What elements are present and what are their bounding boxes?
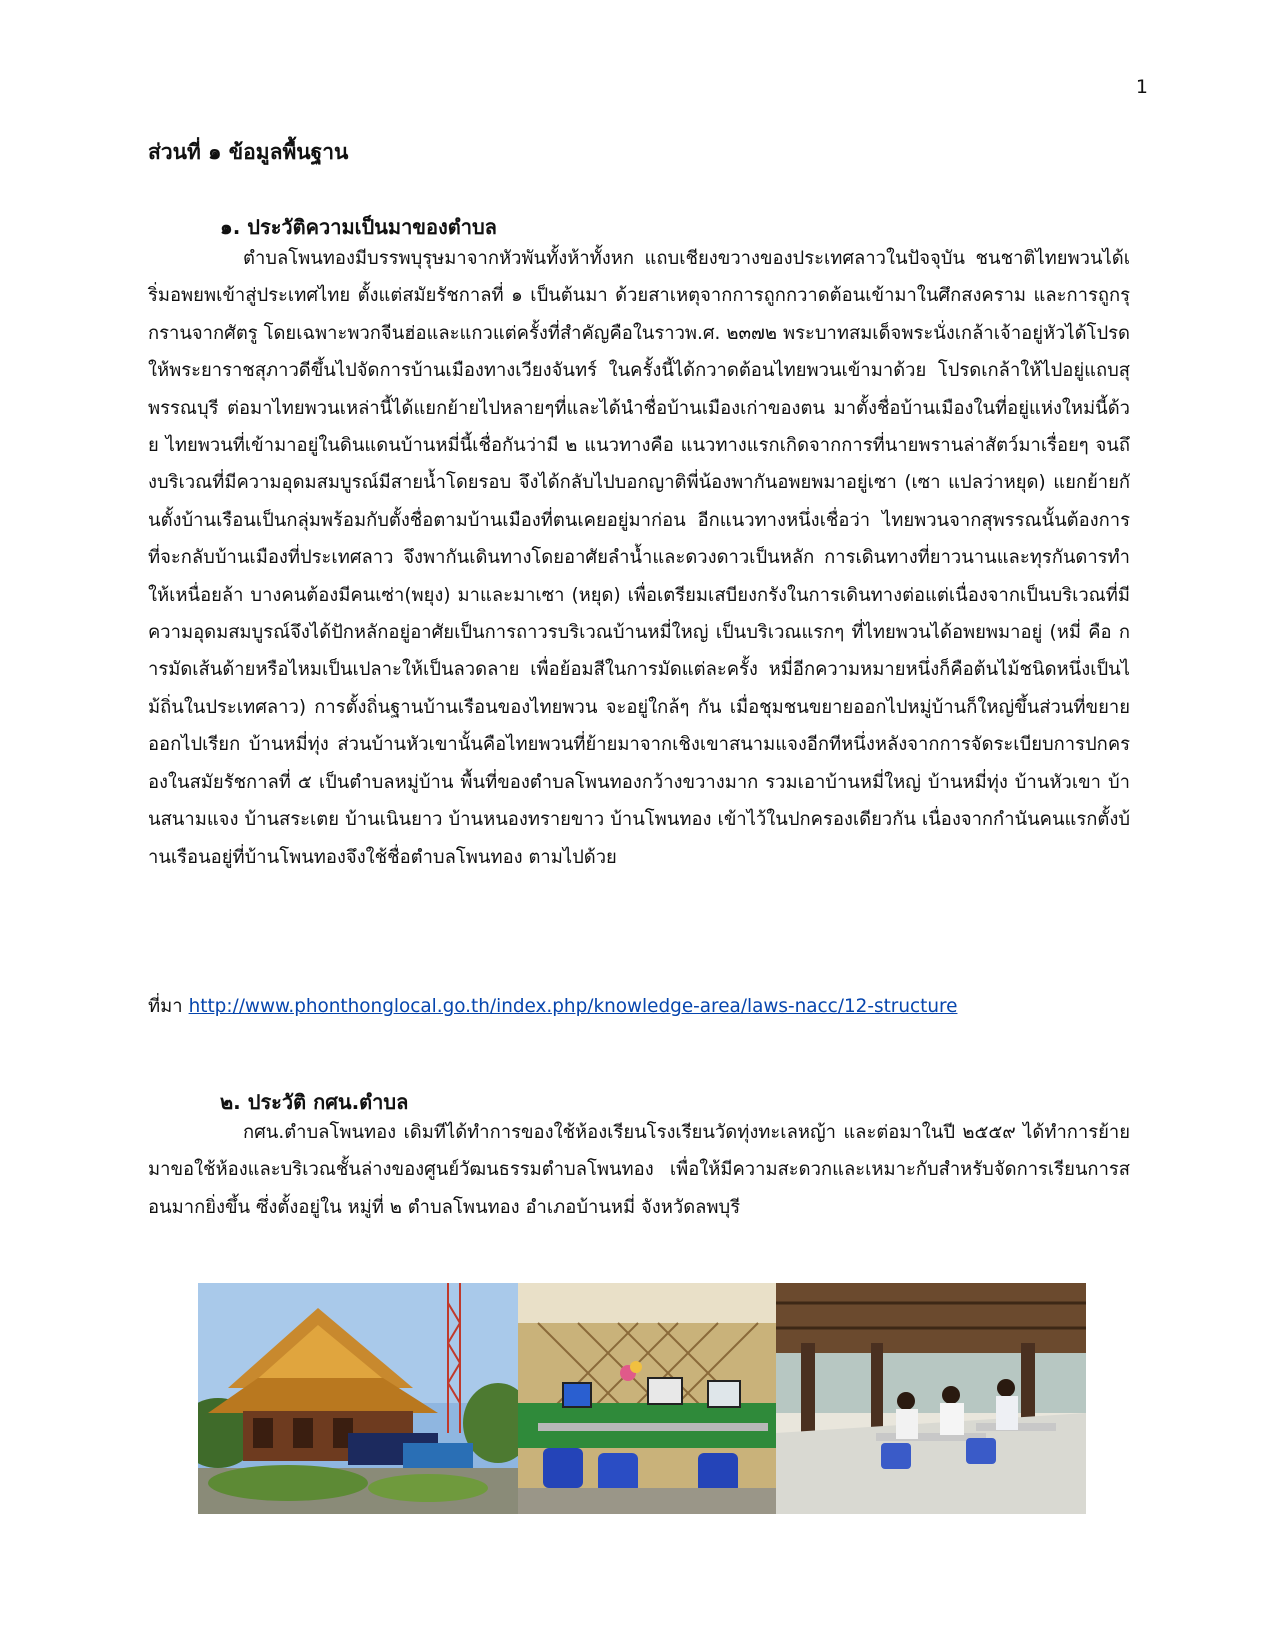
heading-village-history: ๑. ประวัติความเป็นมาของตำบล	[220, 215, 497, 239]
heading-center-history: ๒. ประวัติ กศน.ตำบล	[220, 1090, 409, 1114]
photo-strip	[198, 1283, 1086, 1514]
source-line	[148, 992, 957, 1021]
photo-computer-room	[518, 1283, 776, 1514]
source-label: ที่มา	[148, 996, 183, 1017]
source-link[interactable]: http://www.phonthonglocal.go.th/index.php/knowledge-area/laws-nacc/12-structure	[188, 996, 958, 1017]
photo-temple-building	[198, 1283, 518, 1514]
photo-students-hall	[776, 1283, 1086, 1514]
paragraph-center-history: กศน.ตำบลโพนทอง เดิมทีได้ทำการของใช้ห้องเรียนโรงเรียนวัดทุ่งทะเลหญ้า และต่อมาในปี ๒๕๕๙ ได้ทำการย้ายมาขอใช้ห้องและบริเวณชั้นล่างของศูนย์วัฒนธรรมตำบลโพนทอง เพื่อให้มีความสะดวกและเหมาะกับสำหรับจัดการเรียนการสอนมากยิ่งขึ้น ซึ่งตั้งอยู่ใน หมู่ที่ ๒ ตำบลโพนทอง อำเภอบ้านหมี่ จังหวัดลพบุรี	[148, 1122, 1130, 1218]
paragraph-village-history: ตำบลโพนทองมีบรรพบุรุษมาจากหัวพันทั้งห้าทั้งหก แถบเชียงขวางของประเทศลาวในปัจจุบัน ชนชาติไทยพวนได้เริ่มอพยพเข้าสู่ประเทศไทย ตั้งแต่สมัยรัชกาลที่ ๑ เป็นต้นมา ด้วยสาเหตุจากการถูกกวาดต้อนเข้ามาในศึกสงคราม และการถูกรุกรานจากศัตรู โดยเฉพาะพวกจีนฮ่อและแกวแต่ครั้งที่สำคัญคือในราวพ.ศ. ๒๓๗๒ พระบาทสมเด็จพระนั่งเกล้าเจ้าอยู่หัวได้โปรดให้พระยาราชสุภาวดีขึ้นไปจัดการบ้านเมืองทางเวียงจันทร์ ในครั้งนี้ได้กวาดต้อนไทยพวนเข้ามาด้วย โปรดเกล้าให้ไปอยู่แถบสุพรรณบุรี ต่อมาไทยพวนเหล่านี้ได้แยกย้ายไปหลายๆที่และได้นำชื่อบ้านเมืองเก่าของตน มาตั้งชื่อบ้านเมืองในที่อยู่แห่งใหม่นี้ด้วย ไทยพวนที่เข้ามาอยู่ในดินแดนบ้านหมี่นี้เชื่อกันว่ามี ๒ แนวทางคือ แนวทางแรกเกิดจากการที่นายพรานล่าสัตว์มาเรื่อยๆ จนถึงบริเวณที่มีความอุดมสมบูรณ์มีสายน้ำโดยรอบ จึงได้กลับไปบอกญาติพี่น้องพากันอพยพมาอยู่เซา (เซา แปลว่าหยุด) แยกย้ายกันตั้งบ้านเรือนเป็นกลุ่มพร้อมกับตั้งชื่อตามบ้านเมืองที่ตนเคยอยู่มาก่อน อีกแนวทางหนึ่งเชื่อว่า ไทยพวนจากสุพรรณนั้นต้องการที่จะกลับบ้านเมืองที่ประเทศลาว จึงพากันเดินทางโดยอาศัยลำน้ำและดวงดาวเป็นหลัก การเดินทางที่ยาวนานและทุรกันดารทำให้เหนื่อยล้า บางคนต้องมีคนเซ่า(พยุง) มาและมาเซา (หยุด) เพื่อเตรียมเสบียงกรังในการเดินทางต่อแต่เนื่องจากเป็นบริเวณที่มีความอุดมสมบูรณ์จึงได้ปักหลักอยู่อาศัยเป็นการถาวรบริเวณบ้านหมี่ใหญ่ เป็นบริเวณแรกๆ ที่ไทยพวนได้อพยพมาอยู่ (หมี่ คือ การมัดเส้นด้ายหรือไหมเป็นเปลาะให้เป็นลวดลาย เพื่อย้อมสีในการมัดแต่ละครั้ง หมี่อีกความหมายหนึ่งก็คือต้นไม้ชนิดหนึ่งเป็นไม้ถิ่นในประเทศลาว) การตั้งถิ่นฐานบ้านเรือนของไทยพวน จะอยู่ใกล้ๆ กัน เมื่อชุมชนขยายออกไปหมู่บ้านก็ใหญ่ขึ้นส่วนที่ขยายออกไปเรียก บ้านหมี่ทุ่ง ส่วนบ้านหัวเขานั้นคือไทยพวนที่ย้ายมาจากเชิงเขาสนามแจงอีกทีหนึ่งหลังจากการจัดระเบียบการปกครองในสมัยรัชกาลที่ ๕ เป็นตำบลหมู่บ้าน พื้นที่ของตำบลโพนทองกว้างขวางมาก รวมเอาบ้านหมี่ใหญ่ บ้านหมี่ทุ่ง บ้านหัวเขา บ้านสนามแจง บ้านสระเตย บ้านเนินยาว บ้านหนองทรายขาว บ้านโพนทอง เข้าไว้ในปกครองเดียวกัน เนื่องจากกำนันคนแรกตั้งบ้านเรือนอยู่ที่บ้านโพนทองจึงใช้ชื่อตำบลโพนทอง ตามไปด้วย	[148, 248, 1131, 868]
page-number: 1	[1135, 76, 1148, 98]
section-title: ส่วนที่ ๑ ข้อมูลพื้นฐาน	[148, 140, 349, 164]
